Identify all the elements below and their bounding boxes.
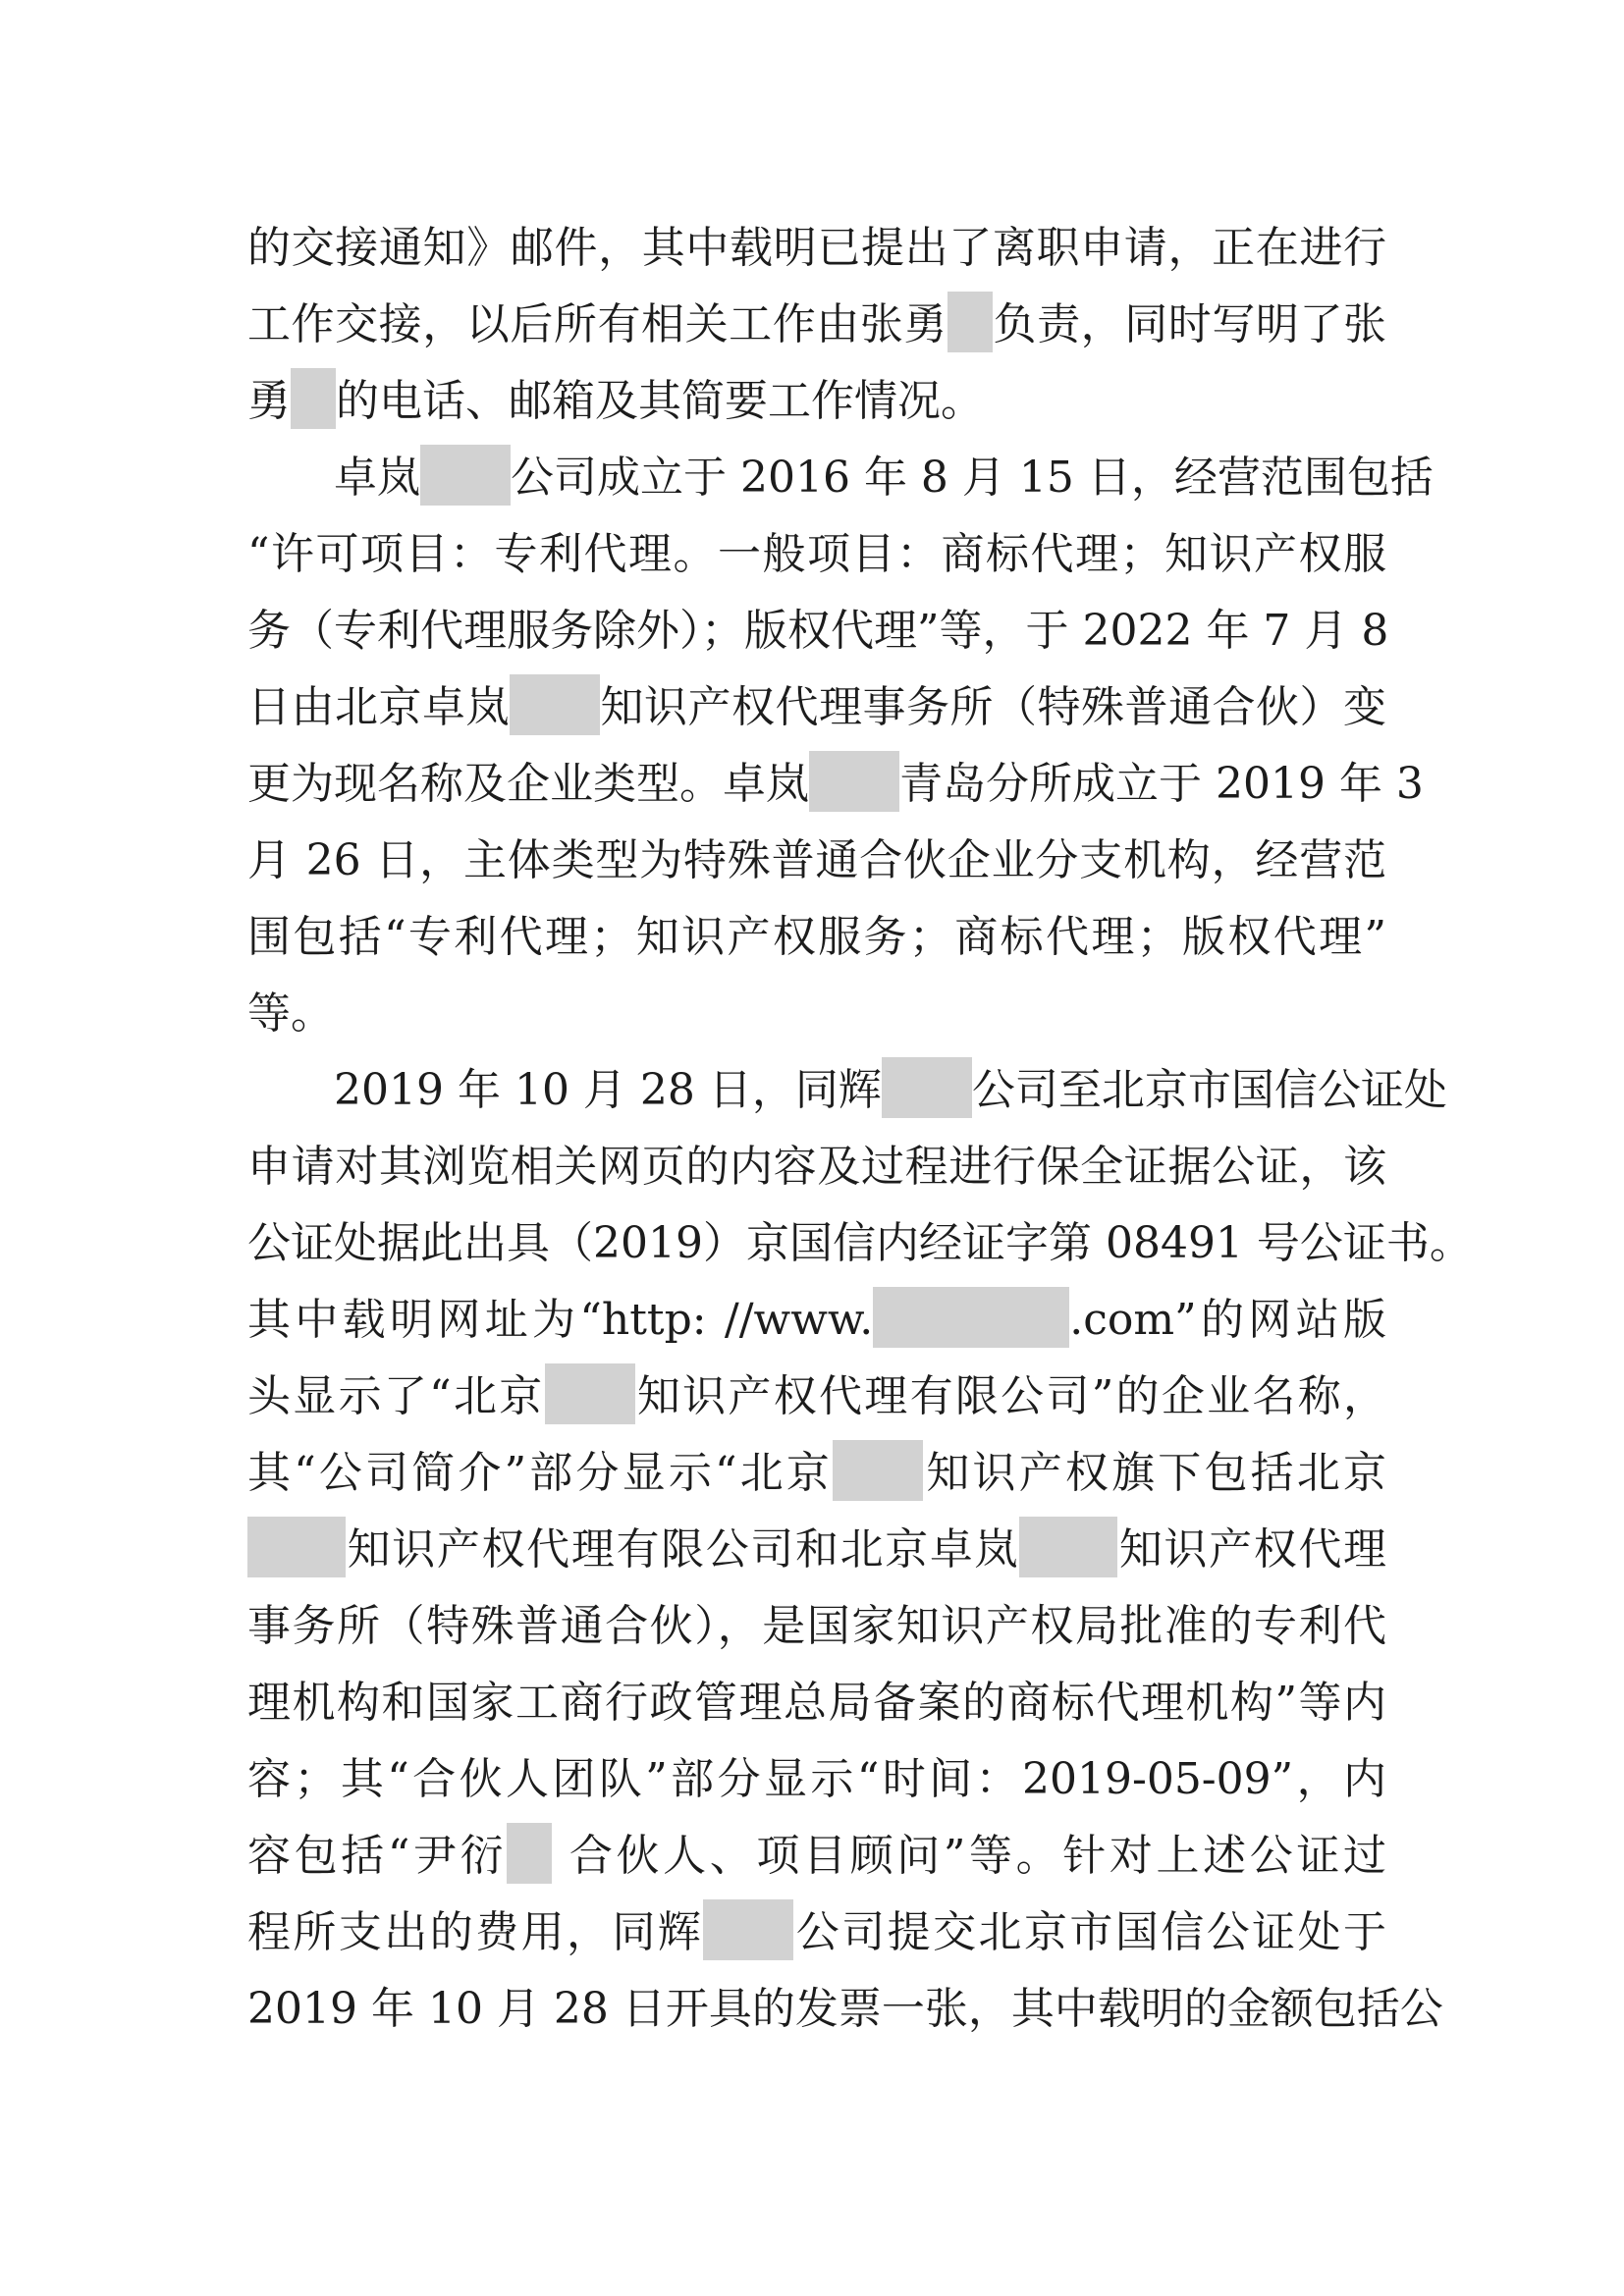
- redaction-block: [545, 1363, 635, 1424]
- text: 工作交接，以后所有相关工作由张勇: [247, 299, 947, 349]
- text: 知识产权代理有限公司”的企业名称，: [634, 1371, 1386, 1421]
- paragraph-3-line-11: [247, 1818, 1386, 1895]
- text: 更为现名称及企业类型。卓岚: [247, 759, 809, 809]
- text: 知识产权旗下包括北京: [923, 1448, 1387, 1498]
- text: 知识产权代理有限公司和北京卓岚: [346, 1524, 1020, 1575]
- text: 围包括“专利代理；知识产权服务；商标代理；版权代理”: [247, 912, 1386, 962]
- paragraph-1-line-1: [247, 210, 1386, 287]
- redaction-block: [882, 1057, 972, 1118]
- text: 程所支出的费用，同辉: [247, 1907, 704, 1957]
- text: 负责，同时写明了张: [992, 299, 1387, 349]
- text: 月 26 日，主体类型为特殊普通合伙企业分支机构，经营范: [247, 835, 1386, 885]
- paragraph-3-line-13: [247, 1971, 1443, 2048]
- paragraph-3-line-7: [247, 1512, 1386, 1588]
- paragraph-3-line-1: [247, 1052, 1447, 1129]
- paragraph-1-line-2: [247, 287, 1386, 363]
- text: 头显示了“北京: [247, 1371, 545, 1421]
- paragraph-2-line-5: [247, 746, 1424, 823]
- redaction-block: [291, 368, 336, 429]
- redaction-block: [1019, 1517, 1117, 1577]
- paragraph-3-line-6: [247, 1435, 1386, 1512]
- text: 公证处据此出具（2019）京国信内经证字第 08491 号公证书。: [247, 1218, 1473, 1268]
- text: 2019 年 10 月 28 日开具的发票一张，其中载明的金额包括公: [247, 1984, 1443, 2034]
- text: 务（专利代理服务除外）；版权代理”等，于 2022 年 7 月 8: [247, 606, 1389, 656]
- paragraph-2-line-6: [247, 823, 1386, 899]
- text: 理机构和国家工商行政管理总局备案的商标代理机构”等内: [247, 1678, 1386, 1728]
- paragraph-3-line-9: [247, 1665, 1386, 1741]
- paragraph-2-line-7: [247, 899, 1386, 976]
- paragraph-2-line-8: [247, 976, 1386, 1052]
- paragraph-2-line-3: [247, 593, 1389, 669]
- text: 知识产权代理事务所（特殊普通合伙）变: [600, 682, 1386, 732]
- text: 青岛分所成立于 2019 年 3: [899, 759, 1424, 809]
- redaction-block: [947, 292, 993, 352]
- paragraph-3-line-8: [247, 1588, 1386, 1665]
- text: .com”的网站版: [1069, 1295, 1386, 1345]
- text: 其中载明网址为“http: //www.: [247, 1295, 874, 1345]
- text: 卓岚: [334, 453, 420, 503]
- text: 日由北京卓岚: [247, 682, 510, 732]
- text: 公司提交北京市国信公证处于: [793, 1907, 1387, 1957]
- redaction-block: [833, 1440, 923, 1501]
- text: 公司成立于 2016 年 8 月 15 日，经营范围包括: [511, 453, 1434, 503]
- paragraph-3-line-4: [247, 1282, 1386, 1359]
- document-body: [247, 210, 1473, 2048]
- paragraph-3-line-10: [247, 1741, 1386, 1818]
- redaction-block: [510, 674, 600, 735]
- paragraph-2-line-1: [247, 440, 1434, 516]
- text: 的电话、邮箱及其简要工作情况。: [336, 376, 984, 426]
- text: 公司至北京市国信公证处: [971, 1065, 1447, 1115]
- text: “许可项目：专利代理。一般项目：商标代理；知识产权服: [247, 529, 1386, 579]
- text: 的交接通知》邮件，其中载明已提出了离职申请，正在进行: [247, 223, 1386, 273]
- redaction-block: [507, 1823, 552, 1884]
- paragraph-3-line-2: [247, 1129, 1386, 1205]
- redaction-block: [420, 445, 511, 506]
- text: 容包括“尹衍: [247, 1831, 508, 1881]
- text: 合伙人、项目顾问”等。针对上述公证过: [552, 1831, 1386, 1881]
- text: 等。: [247, 988, 334, 1039]
- redaction-block: [247, 1517, 346, 1577]
- redaction-block: [873, 1287, 1069, 1348]
- text: 其“公司简介”部分显示“北京: [247, 1448, 834, 1498]
- paragraph-3-line-12: [247, 1895, 1386, 1971]
- paragraph-2-line-2: [247, 516, 1386, 593]
- text: 2019 年 10 月 28 日，同辉: [334, 1065, 882, 1115]
- paragraph-2-line-4: [247, 669, 1386, 746]
- text: 勇: [247, 376, 291, 426]
- text: 事务所（特殊普通合伙），是国家知识产权局批准的专利代: [247, 1601, 1386, 1651]
- redaction-block: [703, 1899, 793, 1960]
- paragraph-3-line-5: [247, 1359, 1386, 1435]
- text: 申请对其浏览相关网页的内容及过程进行保全证据公证，该: [247, 1142, 1386, 1192]
- text: 容；其“合伙人团队”部分显示“时间：2019-05-09”，内: [247, 1754, 1386, 1804]
- redaction-block: [809, 751, 899, 812]
- text: 知识产权代理: [1117, 1524, 1387, 1575]
- paragraph-1-line-3: [247, 363, 1386, 440]
- paragraph-3-line-3: [247, 1205, 1473, 1282]
